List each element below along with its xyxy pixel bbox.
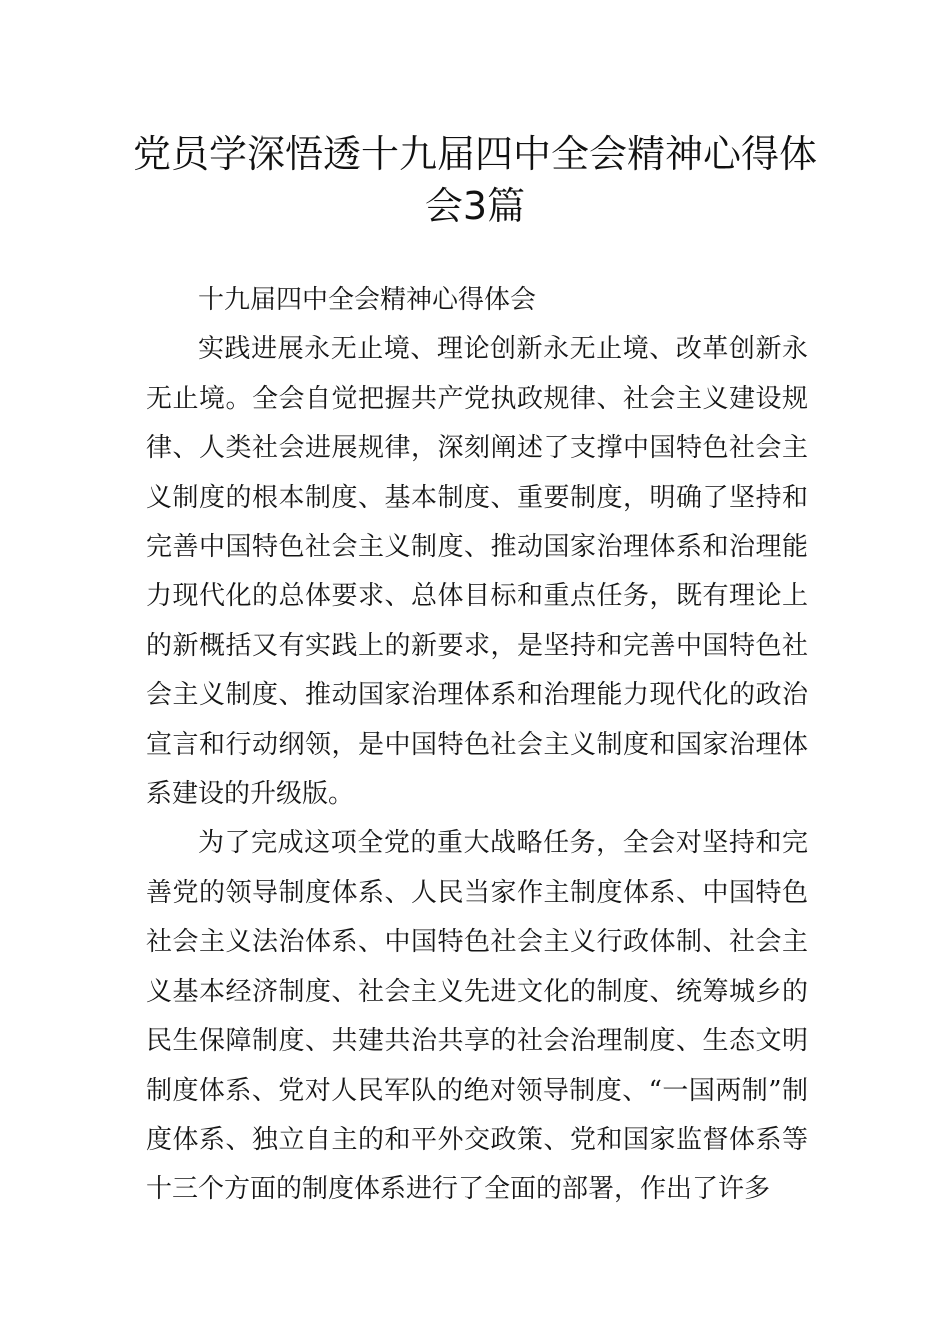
section-heading: 十九届四中全会精神心得体会 <box>198 285 537 315</box>
document-title: 党员学深悟透十九届四中全会精神心得体会3篇 <box>132 132 817 228</box>
paragraph-1: 实践进展永无止境、理论创新永无止境、改革创新永无止境。全会自觉把握共产党执政规律、社会主义建设规律、人类社会进展规律，深刻阐述了支撑中国特色社会主义制度的根本制度、基本制度、重要制度，明确了坚持和完善中国特色社会主义制度、推动国家治理体系和治理能力现代化的总体要求、总体目标和重点任务，既有理论上的新概括又有实践上的新要求，是坚持和完善中国特色社会主义制度、推动国家治理体系和治理能力现代化的政治宣言和行动纲领，是中国特色社会主义制度和国家治理体系建设的升级版。 <box>146 334 808 810</box>
paragraph-2: 为了完成这项全党的重大战略任务，全会对坚持和完善党的领导制度体系、人民当家作主制度体系、中国特色社会主义法治体系、中国特色社会主义行政体制、社会主义基本经济制度、社会主义先进文化的制度、统筹城乡的民生保障制度、共建共治共享的社会治理制度、生态文明制度体系、党对人民军队的绝对领导制度、“一国两制”制度体系、独立自主的和平外交政策、党和国家监督体系等十三个方面的制度体系进行了全面的部署，作出了许多 <box>146 828 808 1205</box>
document-body <box>146 276 808 1215</box>
